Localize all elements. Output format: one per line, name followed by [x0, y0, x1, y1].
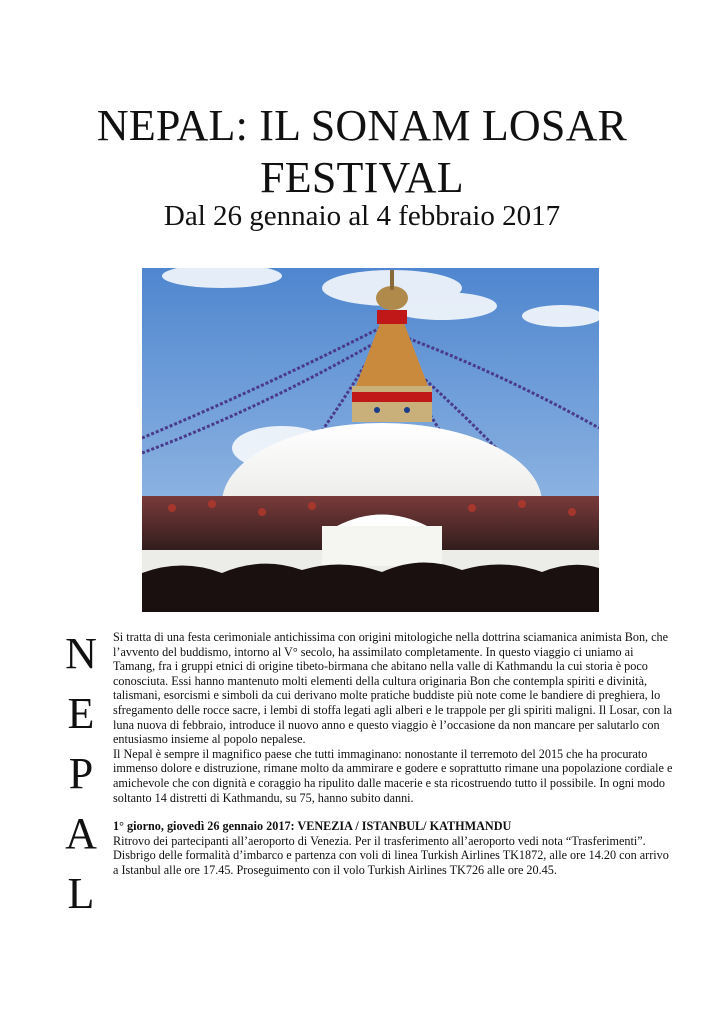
title-line-2: FESTIVAL: [260, 153, 464, 202]
boudhanath-stupa-illustration: [142, 268, 599, 612]
side-letter: L: [67, 869, 95, 918]
page-subtitle: Dal 26 gennaio al 4 febbraio 2017: [163, 200, 561, 232]
side-letter: A: [65, 809, 97, 858]
foreground-crowd: [142, 562, 599, 612]
day1-text: Ritrovo dei partecipanti all’aeroporto di Venezia. Per il trasferimento all’aeroporto vedi nota “Trasferimenti”. Disbrigo delle formalità d’imbarco e partenza con voli di linea Turkish Airlines TK1872, alle ore 14.20 con arrivo a Istanbul alle ore 17.45. Proseguimento con il volo Turkish Airlines TK726 alle ore 20.45.: [113, 833, 669, 877]
page-title: [40, 100, 684, 204]
stupa-photo: [142, 268, 599, 612]
side-letter: E: [67, 689, 95, 738]
intro-paragraph-2: Il Nepal è sempre il magnifico paese che tutti immaginano: nonostante il terremoto del 2015 che ha procurato immenso dolore e distruzione, rimane molto da ammirare e godere e soprattutto rimane una popolazione cordiale e amichevole che con dignità e coraggio ha ripulito dalle macerie e sta ricostruendo tutto il possibile. In ogni modo soltanto 14 distretti di Kathmandu, su 75, hanno subito danni.: [113, 746, 673, 805]
shrine: [322, 526, 442, 566]
intro-paragraph-1: Si tratta di una festa cerimoniale antichissima con origini mitologiche nella dottrina sciamanica animista Bon, che l’avvento del buddismo, intorno al V° secolo, ha assimilato completamente. In questo viaggio ci uniamo ai Tamang, fra i gruppi etnici di origine tibeto-birmana che abitano nella valle di Kathmandu la cui storia è poco conosciuta. Essi hanno mantenuto molti elementi della cultura originaria Bon che contempla spiriti e divinità, talismani, esorcismi e simboli da cui derivano molte pratiche buddiste più note come le bandiere di preghiera, lo sfregamento delle rocce sacre, i lembi di stoffa legati agli alberi e le trappole per gli spiriti maligni. Il Losar, con la luna nuova di febbraio, introduce il nuovo anno e questo viaggio è l’occasione da non mancare per salutarlo con entusiasmo insieme al popolo nepalese.: [113, 630, 673, 747]
title-line-1: NEPAL: IL SONAM LOSAR: [96, 101, 628, 150]
side-letter: P: [68, 749, 94, 798]
vertical-nepal-letters: [56, 624, 106, 924]
article-body: [113, 630, 673, 878]
day1-heading: 1° giorno, giovedì 26 gennaio 2017: VENEZIA / ISTANBUL/ KATHMANDU: [113, 819, 512, 834]
side-letter: N: [65, 629, 97, 678]
